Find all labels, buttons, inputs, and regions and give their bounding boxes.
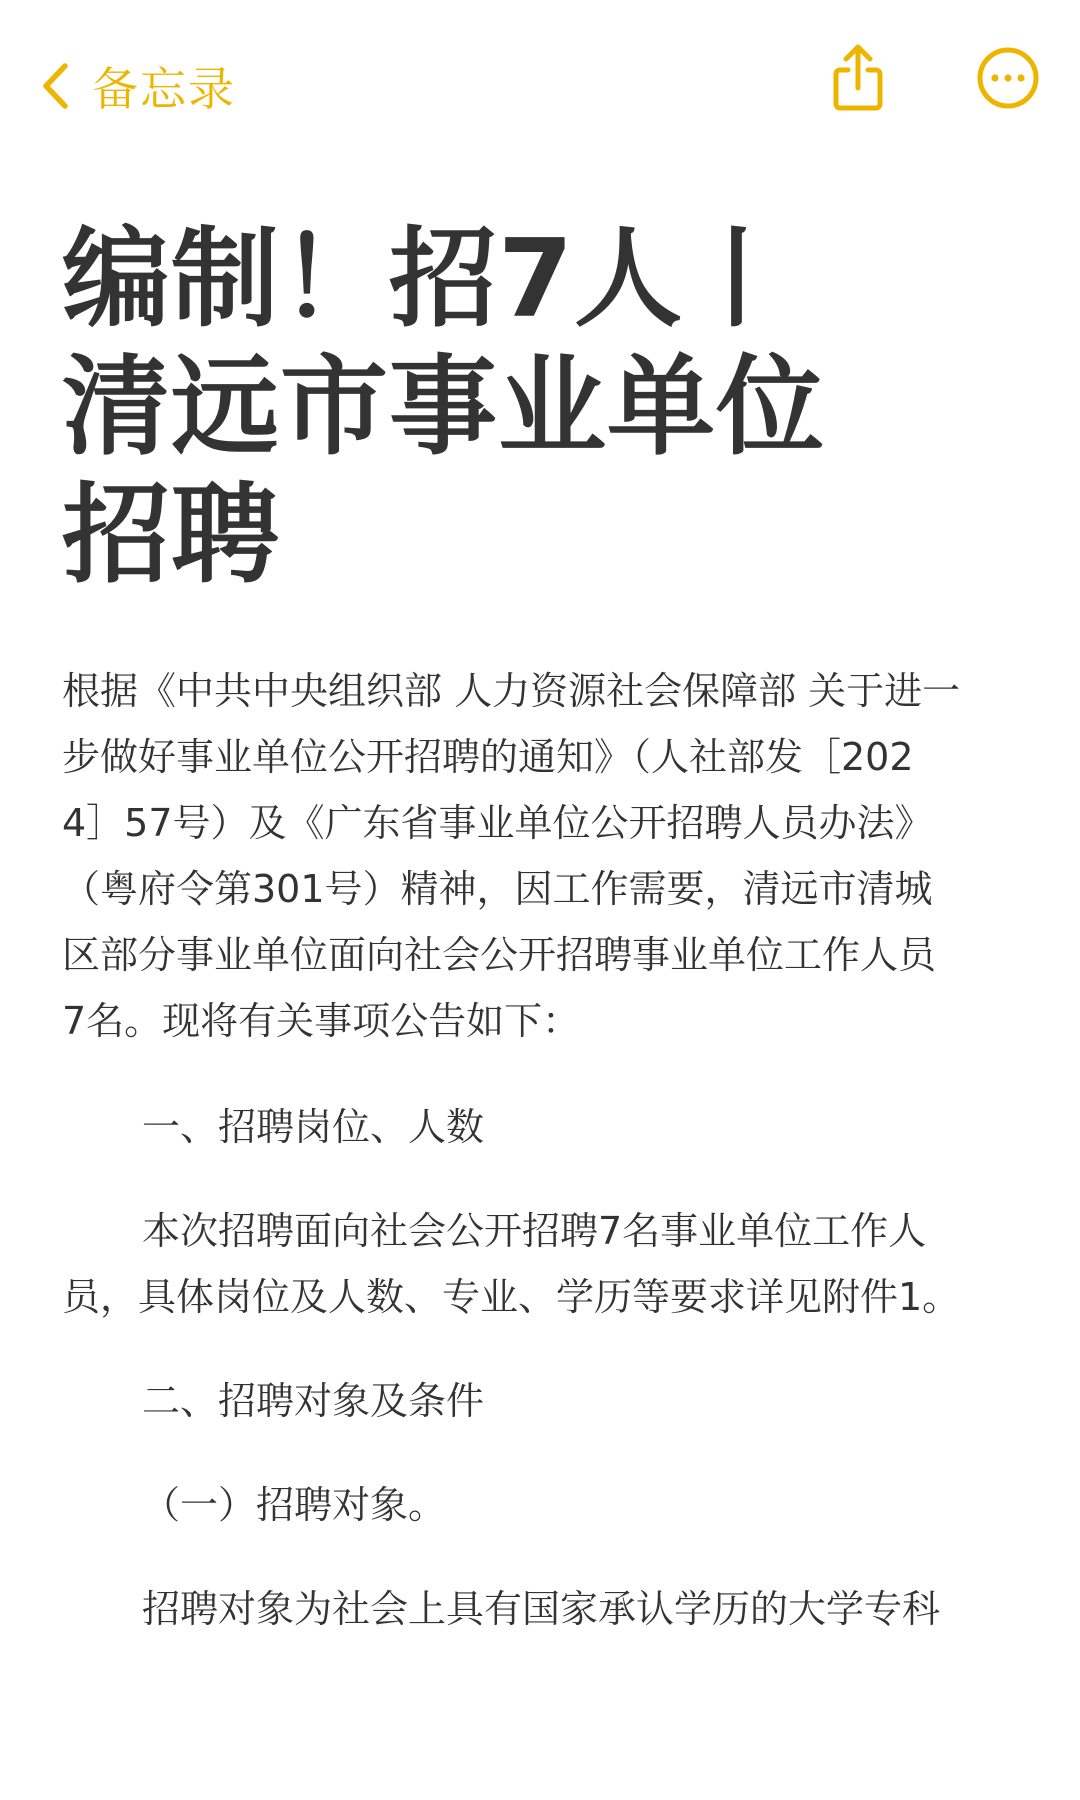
chevron-left-icon bbox=[40, 62, 70, 110]
text-line: 区部分事业单位面向社会公开招聘事业单位工作人员 bbox=[62, 933, 937, 977]
section-heading: 二、招聘对象及条件 bbox=[142, 1379, 485, 1423]
section1-paragraph bbox=[62, 1198, 1022, 1330]
intro-paragraph bbox=[62, 658, 1022, 1054]
subsection-paragraph: 招聘对象为社会上具有国家承认学历的大学专科 bbox=[142, 1587, 941, 1631]
text-line: 员，具体岗位及人数、专业、学历等要求详见附件1。 bbox=[62, 1275, 961, 1319]
text-line: 步做好事业单位公开招聘的通知》（人社部发［202 bbox=[62, 735, 914, 779]
note-content[interactable] bbox=[62, 216, 1022, 1642]
navigation-bar bbox=[0, 0, 1080, 170]
text-line: 根据《中共中央组织部 人力资源社会保障部 关于进一 bbox=[62, 669, 961, 713]
ellipsis-circle-icon bbox=[976, 46, 1040, 114]
text-line: 本次招聘面向社会公开招聘7名事业单位工作人 bbox=[142, 1209, 927, 1253]
share-icon bbox=[828, 42, 888, 118]
title-line: 清远市事业单位 bbox=[62, 345, 826, 470]
more-options-button[interactable] bbox=[968, 40, 1048, 120]
back-button[interactable] bbox=[40, 52, 236, 120]
text-line: （粤府令第301号）精神，因工作需要，清远市清城 bbox=[62, 867, 933, 911]
title-line: 招聘 bbox=[62, 473, 281, 598]
title-line: 编制！招7人丨 bbox=[62, 217, 793, 342]
note-title bbox=[62, 216, 1022, 600]
subsection-heading: （一）招聘对象。 bbox=[142, 1483, 447, 1527]
text-line: 4］57号）及《广东省事业单位公开招聘人员办法》 bbox=[62, 801, 933, 845]
back-button-label: 备忘录 bbox=[92, 62, 236, 116]
text-line: 7名。现将有关事项公告如下： bbox=[62, 999, 581, 1043]
share-button[interactable] bbox=[818, 40, 898, 120]
section-heading: 一、招聘岗位、人数 bbox=[142, 1105, 485, 1149]
